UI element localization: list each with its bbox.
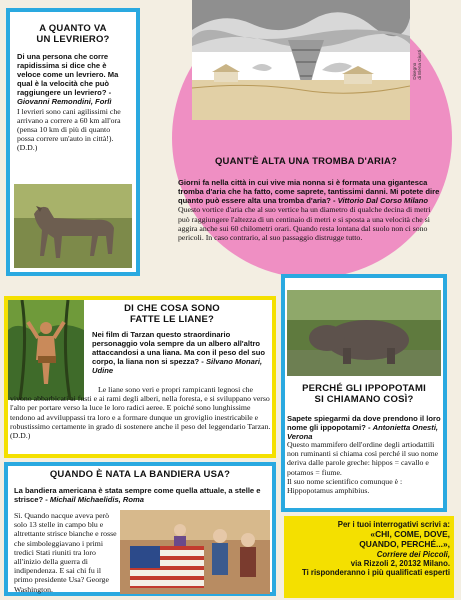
liane-question: Nei film di Tarzan questo straordinario personaggio vola sempre da un albero all'altro attaccandosi a una liana. Ma con il peso del suo corpo, la liana non si spezza? - Silvano Monari, Udine (92, 330, 266, 376)
tornado-title: QUANT'È ALTA UNA TROMBA D'ARIA? (214, 156, 398, 167)
tornado-qa (178, 178, 440, 242)
ippopotami-answer-scientific: Il suo nome scientifico comunque è : Hippopotamus amphibius. (287, 476, 403, 495)
ippopotami-answer (287, 440, 443, 495)
contact-line-3: QUANDO, PERCHÉ...», (359, 539, 450, 550)
liane-author: Silvano Monari, Udine (92, 357, 263, 376)
contact-line-4: Corriere dei Piccoli, (376, 549, 450, 559)
bandiera-author: Michail Michaelidis, Roma (49, 495, 144, 505)
contact-line-5: via Rizzoli 2, 20132 Milano. (350, 558, 450, 568)
levriero-question-text: Di una persona che corre rapidissima si dice che è veloce come un levriero. Ma qual è la velocità che può raggiungere un levriero? (17, 51, 119, 98)
bandiera-title: QUANDO È NATA LA BANDIERA USA? (49, 469, 231, 480)
liane-question-text: Nei film di Tarzan questo straordinario personaggio vola sempre da un albero all'altro attaccandosi a una liana. Ma con il peso del suo corpo, la liana non si spezza? (92, 330, 266, 367)
ippopotami-title-line-2: SI CHIAMANO COSÌ? (314, 393, 414, 405)
ippopotami-title-line-1: PERCHÉ GLI IPPOPOTAMI (302, 383, 426, 394)
levriero-body (17, 52, 129, 153)
illustration-credit (412, 50, 442, 80)
levriero-question: Di una persona che corre rapidissima si dice che è veloce come un levriero. Ma qual è la velocità che può raggiungere un levriero? - Giovanni Remondini, Forlì (17, 51, 119, 107)
ippopotami-question-text: Sapete spiegarmi da dove prendono il loro nome gli ippopotami? (287, 414, 441, 433)
ippopotami-author: Antonietta Onesti, Verona (287, 423, 439, 442)
levriero-title (18, 24, 128, 46)
levriero-box (6, 8, 140, 276)
flag-painting (120, 510, 270, 594)
ippopotami-title (290, 384, 438, 406)
hippo-photo (287, 290, 441, 376)
tornado-illustration (192, 0, 410, 120)
levriero-answer: I levrieri sono cani agilissimi che arrivano a correre a 60 km all'ora (pensa 10 km di più di quanto possa correre un'auto in città!). (D.D.) (17, 106, 121, 153)
liane-answer-lead: Le liane sono veri e propri rampicanti legnosi che vivono abbarbicati ai fusti (10, 385, 254, 404)
liane-title-line-1: DI CHE COSA SONO (124, 303, 220, 314)
bandiera-answer: Sì. Quando nacque aveva però solo 13 stelle in campo blu e altrettante strisce bianche e rosse che simboleggiavano i primi tredici Stati riuniti tra loro all'inizio della guerra di indipendenza. E sai chi fu il primo presidente Usa? George Washington. (14, 511, 117, 594)
liane-title-line-2: FATTE LE LIANE? (129, 313, 215, 325)
contact-text (292, 520, 450, 578)
contact-line-2: «CHI, COME, DOVE, (370, 529, 450, 540)
bandiera-question: La bandiera americana è stata sempre come quella attuale, a stelle e strisce? - Michail Michaelidis, Roma (14, 486, 261, 505)
bandiera-question-text: La bandiera americana è stata sempre come quella attuale, a stelle e strisce? (14, 486, 261, 505)
credit-line-2: di Elena Giusti (417, 50, 422, 80)
liane-title (92, 304, 252, 326)
ippopotami-answer-text: Questo mammifero dell'ordine degli artiodattili non ruminanti si chiama così perché il suo nome deriva dalle parole greche: hippos = cavallo e potamos = fiume. (287, 440, 439, 477)
tornado-question: Giorni fa nella città in cui vive mia nonna si è formata una gigantesca tromba d'aria che ha fatto, come saprete, tantissimi danni. Mi potete dire quanto può essere alta una tromba d'aria? - Vittorio Dal Corso Milano (178, 178, 440, 206)
credit-line-1: Disegno (412, 62, 417, 80)
contact-line-6: Ti risponderanno i più qualificati esperti (301, 568, 450, 578)
tornado-author: Vittorio Dal Corso Milano (337, 196, 429, 206)
greyhound-photo (14, 184, 132, 268)
levriero-title-line-1: A QUANTO VA (39, 23, 107, 34)
tornado-question-text: Giorni fa nella città in cui vive mia nonna si è formata una gigantesca tromba d'aria che ha fatto, come saprete, tantissimi danni. Mi potete dire quanto può essere alta una tromba d'aria? (178, 178, 440, 206)
liane-answer-body: e ai rami degli alberi, nella foresta, e si sviluppano verso l'alto per portare verso la luce le loro radici aeree. E poiché sono lunghissime tendono ad avviluppassi tra loro e a formare dunque un groviglio inestricabile e robustissimo certamente in grado di sostenere anche il peso del leggendario Tarzan. (D.D.) (10, 394, 271, 440)
contact-line-1: Per i tuoi interrogativi scrivi a: (337, 520, 450, 529)
liane-answer (10, 385, 272, 440)
tornado-answer: Questo vortice d'aria che al suo vertice ha un diametro di qualche decina di metri può raggiungere l'altezza di un centinaio di metri e si sposta a una velocità che si aggira anche sui 60 chilometri orari. Quando resta lontana dal suolo non ci sono pericoli. In caso contrario, al suo passaggio distrugge tutto. (178, 205, 431, 242)
ippopotami-question: Sapete spiegarmi da dove prendono il loro nome gli ippopotami? - Antonietta Onesti, Verona (287, 414, 441, 442)
levriero-title-line-2: UN LEVRIERO? (36, 33, 110, 45)
levriero-author: Giovanni Remondini, Forlì (17, 97, 112, 107)
